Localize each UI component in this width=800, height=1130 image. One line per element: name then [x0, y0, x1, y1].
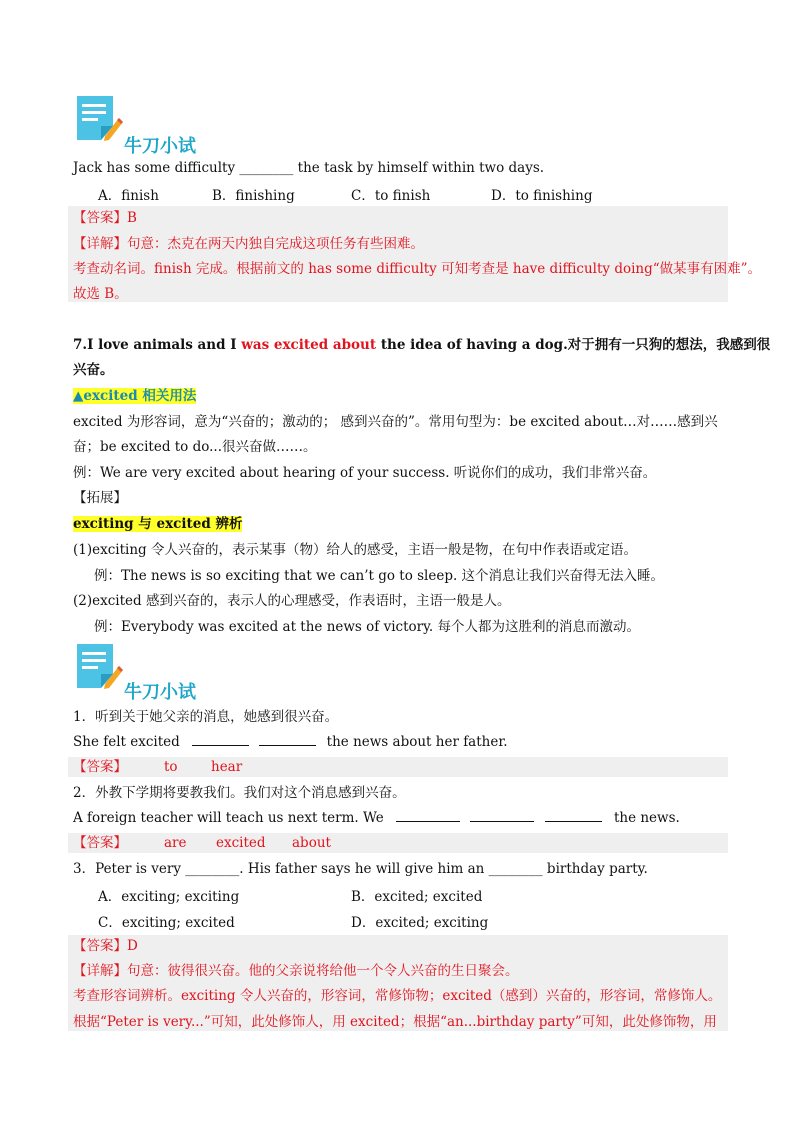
section-heading: 牛刀小试: [124, 136, 196, 157]
fill-blank[interactable]: [259, 732, 316, 746]
point-heading: [73, 335, 770, 355]
question-pre: She felt excited: [73, 734, 180, 750]
option-a: A．finish: [98, 188, 159, 204]
note-pencil-icon: [75, 96, 123, 144]
option-c: C．exciting; excited: [98, 915, 235, 931]
compare-example: 例：The news is so exciting that we can’t go to sleep. 这个消息让我们兴奋得无法入睡。: [94, 568, 665, 584]
compare-text: (2)excited 感到兴奋的，表示人的心理感受，作表语时，主语一般是人。: [73, 593, 511, 609]
answer-label: 【答案】: [73, 835, 127, 851]
section-heading: 牛刀小试: [124, 682, 196, 703]
detail-text: 考查形容词辨析。exciting 令人兴奋的，形容词，常修饰物；excited（感到）兴奋的，形容词，常修饰人。: [73, 988, 722, 1004]
question-post: the news about her father.: [326, 734, 508, 750]
fill-blank[interactable]: [470, 808, 534, 822]
key-phrase: was excited about: [241, 337, 377, 353]
example-text: 例：We are very excited about hearing of your success. 听说你们的成功，我们非常兴奋。: [73, 465, 657, 481]
detail-text: 考查动名词。finish 完成。根据前文的 has some difficulty 可知考查是 have difficulty doing“做某事有困难”。: [73, 261, 762, 277]
answer-label: 【答案】: [73, 759, 127, 775]
question-cn: 2．外教下学期将要教我们。我们对这个消息感到兴奋。: [73, 785, 406, 801]
answer-word: are: [164, 835, 187, 851]
point-heading-pre: 7.I love animals and I: [73, 337, 242, 353]
option-d: D．to finishing: [491, 188, 593, 204]
answer-word: about: [292, 835, 331, 851]
question-en: [73, 732, 508, 752]
option-b: B．finishing: [212, 188, 295, 204]
question-post: the news.: [613, 810, 680, 826]
detail-text: 【详解】句意：杰克在两天内独自完成这项任务有些困难。: [73, 236, 424, 252]
question-en: [73, 808, 680, 828]
compare-text: (1)exciting 令人兴奋的，表示某事（物）给人的感受，主语一般是物，在句中作表语或定语。: [73, 542, 637, 558]
fill-blank[interactable]: [192, 732, 249, 746]
compare-title: exciting 与 excited 辨析: [73, 516, 243, 532]
option-d: D．excited; exciting: [351, 915, 489, 931]
option-b: B．excited; excited: [351, 889, 483, 905]
fill-blank[interactable]: [545, 808, 602, 822]
usage-text: 奋；be excited to do...很兴奋做……。: [73, 439, 317, 455]
question-cn: 1．听到关于她父亲的消息，她感到很兴奋。: [73, 709, 339, 725]
usage-title-row: [73, 386, 196, 406]
question-text: 3．Peter is very ________. His father says he will give him an ________ birthday party.: [73, 861, 648, 877]
fill-blank[interactable]: [396, 808, 460, 822]
point-heading-cont: 兴奋。: [73, 362, 114, 378]
option-a: A．exciting; exciting: [98, 889, 240, 905]
usage-title: ▲excited 相关用法: [73, 388, 197, 404]
answer-text: 【答案】B: [73, 210, 137, 226]
answer-word: to: [164, 759, 178, 775]
compare-example: 例：Everybody was excited at the news of victory. 每个人都为这胜利的消息而激动。: [94, 619, 640, 635]
compare-title-row: [73, 514, 242, 534]
answer-word: hear: [211, 759, 243, 775]
expand-label: 【拓展】: [73, 490, 127, 506]
answer-text: 【答案】D: [73, 938, 138, 954]
detail-text: 【详解】句意：彼得很兴奋。他的父亲说将给他一个令人兴奋的生日聚会。: [73, 963, 519, 979]
detail-text: 故选 B。: [73, 286, 128, 302]
answer-panel: [68, 206, 728, 302]
answer-word: excited: [216, 835, 266, 851]
usage-text: excited 为形容词，意为“兴奋的；激动的； 感到兴奋的”。常用句型为：be excited about…对……感到兴: [73, 414, 718, 430]
note-pencil-icon: [75, 644, 123, 692]
question-text: Jack has some difficulty ________ the task by himself within two days.: [73, 160, 545, 176]
point-heading-post: the idea of having a dog.对于拥有一只狗的想法，我感到很: [376, 337, 771, 353]
detail-text: 根据“Peter is very...”可知，此处修饰人，用 excited；根据“an...birthday party”可知，此处修饰物，用: [73, 1014, 717, 1030]
option-c: C．to finish: [351, 188, 431, 204]
question-pre: A foreign teacher will teach us next term. We: [73, 810, 384, 826]
